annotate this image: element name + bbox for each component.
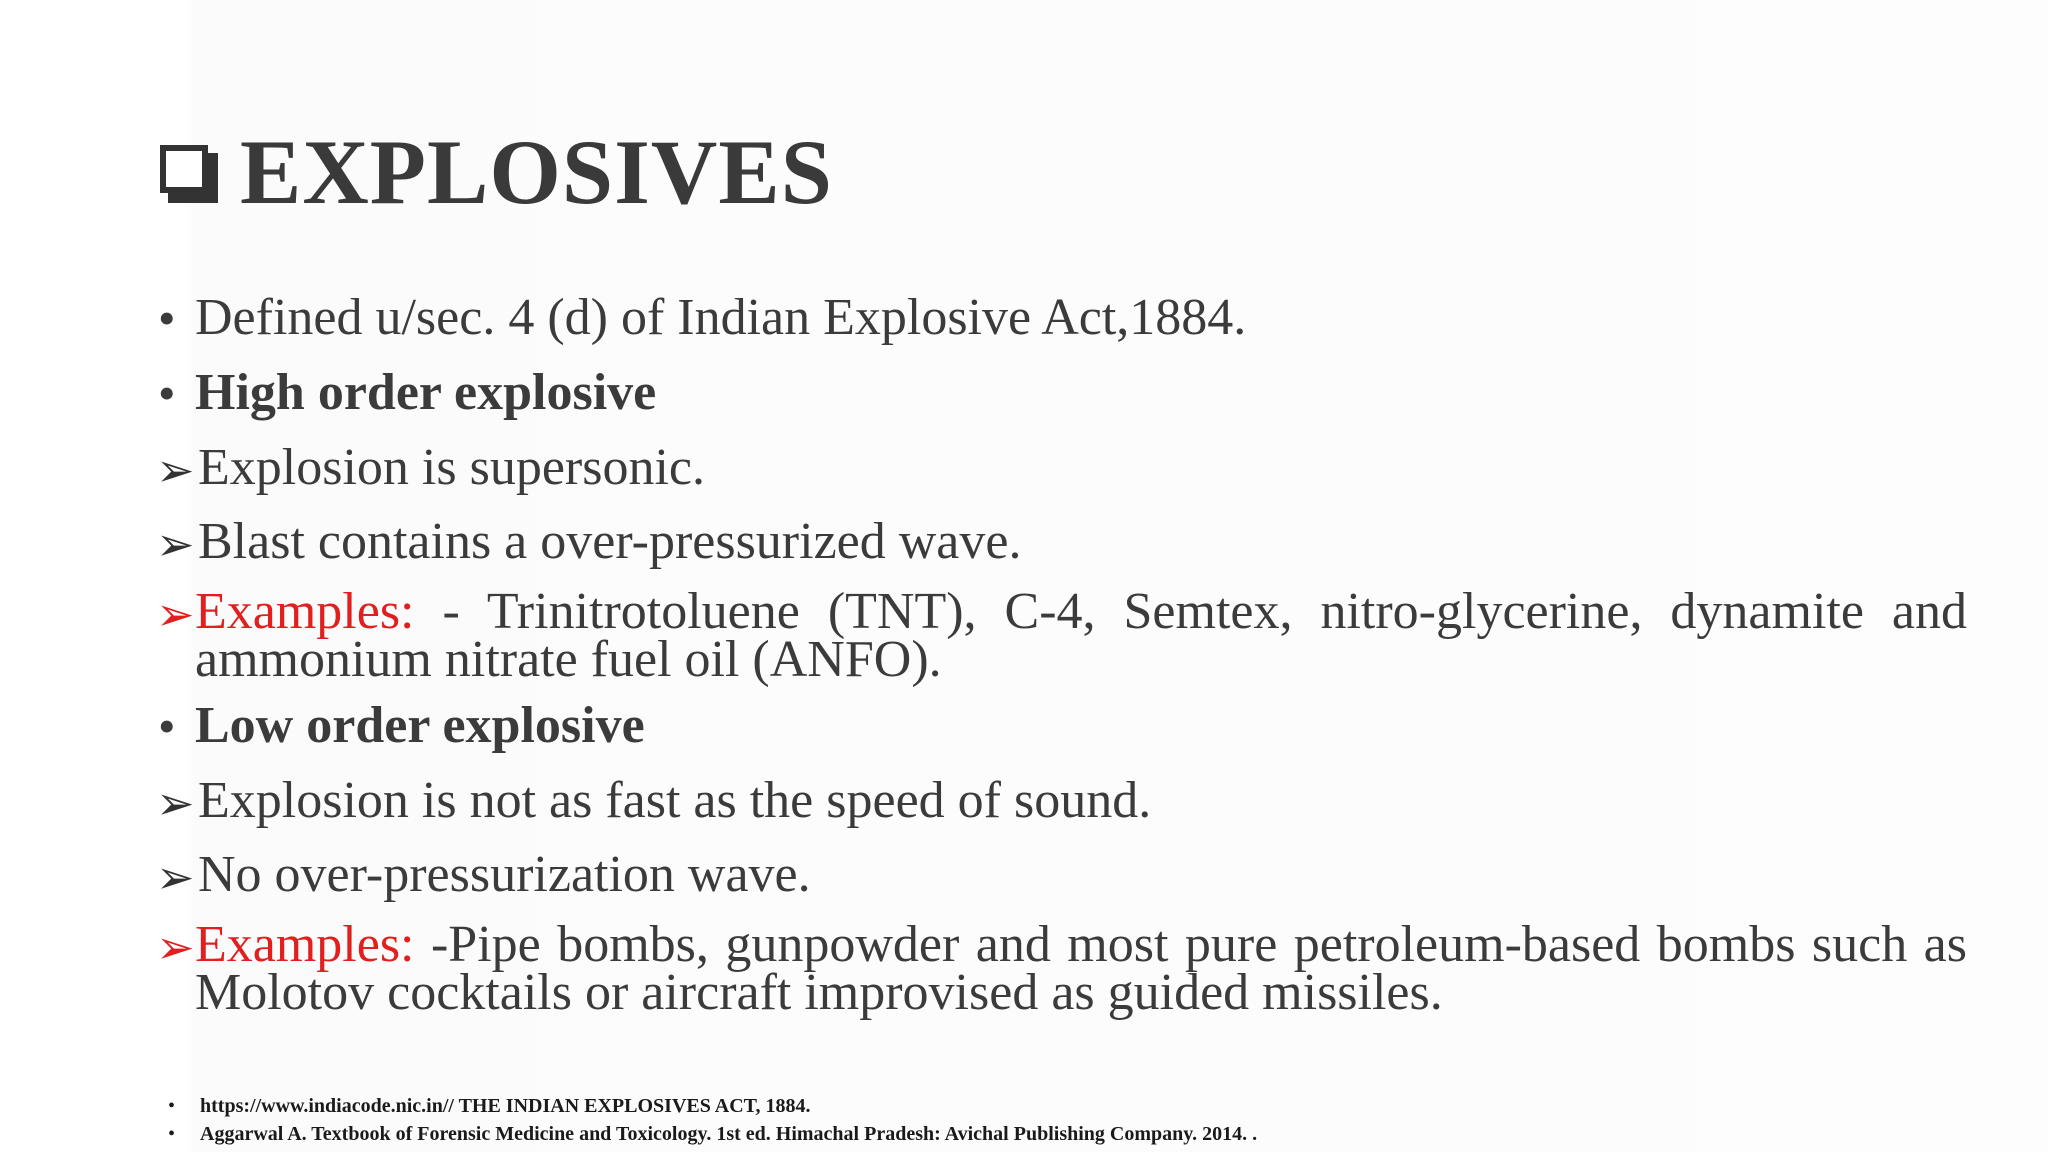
examples-label: Examples:: [195, 583, 415, 640]
arrow-text: Explosion is not as fast as the speed of sound.: [198, 772, 1152, 829]
arrow-text: Explosion is supersonic.: [198, 439, 705, 496]
arrow-text: Blast contains a over-pressurized wave.: [198, 513, 1022, 570]
bullet-heading: Low order explosive: [195, 697, 645, 754]
checkbox-square-icon: [160, 145, 218, 203]
bullet-dot-icon: •: [168, 1123, 176, 1145]
examples-paragraph: [195, 916, 1967, 1021]
bullet-item-low-order: [156, 698, 1968, 773]
slide-title: [160, 112, 833, 232]
reference-item: [168, 1092, 1257, 1120]
arrowhead-icon: ➢: [156, 517, 195, 571]
arrow-item-examples-high: [156, 583, 1968, 698]
arrow-item-blast: [156, 514, 1968, 588]
arrow-item-speed: [156, 773, 1968, 847]
reference-text: Aggarwal A. Textbook of Forensic Medicine and Toxicology. 1st ed. Himachal Pradesh: Avichal Publishing Company. 2014. .: [200, 1123, 1258, 1145]
arrowhead-icon: ➢: [156, 920, 195, 974]
title-text: EXPLOSIVES: [240, 121, 833, 223]
bullet-dot-icon: •: [158, 365, 176, 421]
bullet-item-definition: [156, 290, 1968, 365]
bullet-text: Defined u/sec. 4 (d) of Indian Explosive Act,1884.: [195, 289, 1247, 346]
examples-label: Examples:: [195, 916, 415, 973]
arrow-item-supersonic: [156, 440, 1968, 514]
bullet-dot-icon: •: [158, 698, 176, 754]
references: [168, 1092, 1257, 1148]
arrow-item-examples-low: [156, 916, 1968, 1031]
arrowhead-icon: ➢: [156, 776, 195, 830]
examples-paragraph: [195, 583, 1967, 688]
reference-item: [168, 1120, 1257, 1148]
bullet-dot-icon: •: [158, 290, 176, 346]
examples-text: - Trinitrotoluene (TNT), C-4, Semtex, nitro-glycerine, dynamite and ammonium nitrate fuel oil (ANFO).: [195, 583, 1967, 688]
reference-text: https://www.indiacode.nic.in// THE INDIAN EXPLOSIVES ACT, 1884.: [200, 1095, 811, 1117]
arrow-text: No over-pressurization wave.: [198, 846, 811, 903]
arrow-item-no-wave: [156, 847, 1968, 921]
examples-text: -Pipe bombs, gunpowder and most pure petroleum-based bombs such as Molotov cocktails or aircraft improvised as guided missiles.: [195, 916, 1967, 1021]
arrowhead-icon: ➢: [156, 443, 195, 497]
arrowhead-icon: ➢: [156, 587, 195, 641]
bullet-dot-icon: •: [168, 1095, 176, 1117]
arrowhead-icon: ➢: [156, 850, 195, 904]
bullet-item-high-order: [156, 365, 1968, 440]
slide-body: [156, 290, 1968, 1031]
bullet-heading: High order explosive: [195, 364, 657, 421]
